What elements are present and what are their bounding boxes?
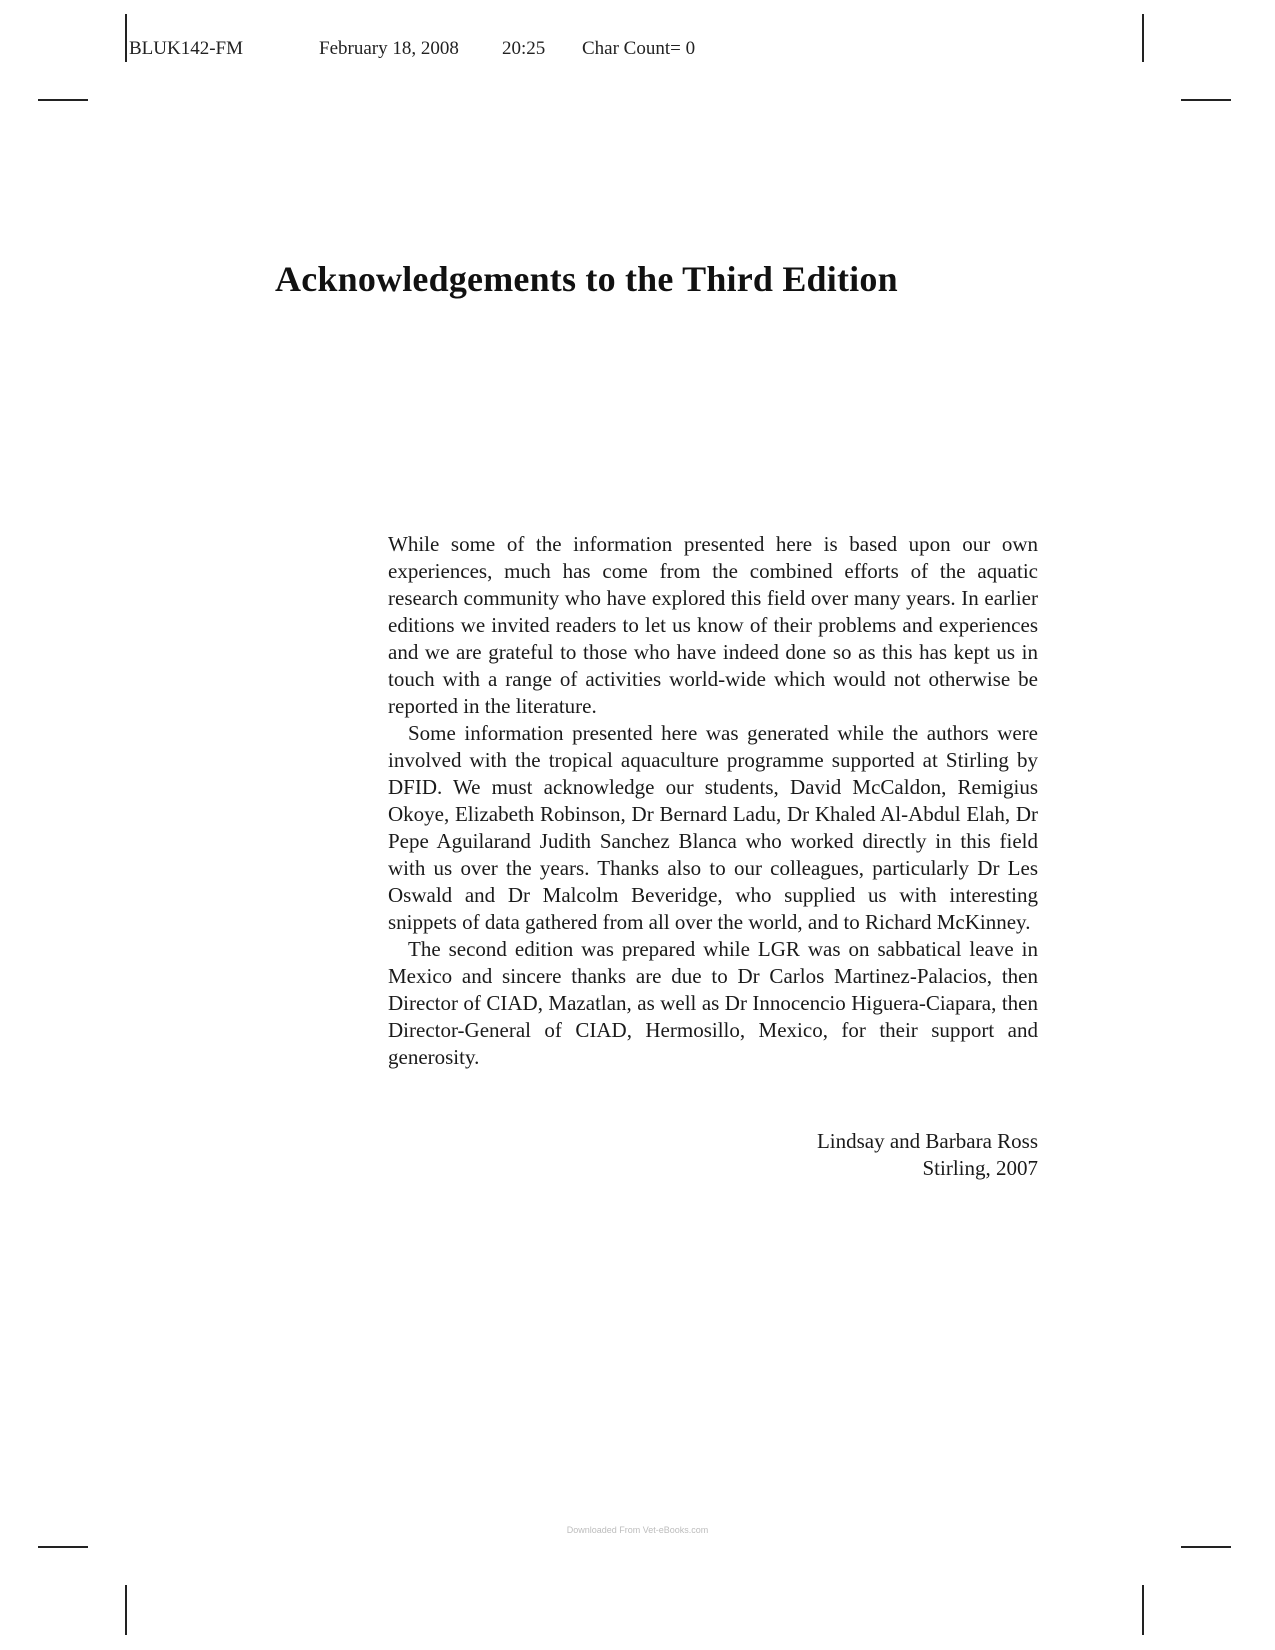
job-code: BLUK142-FM xyxy=(129,38,244,59)
crop-mark-top-right-vertical xyxy=(1142,14,1144,62)
signature-names: Lindsay and Barbara Ross xyxy=(816,1129,1038,1153)
crop-mark-top-right-horizontal xyxy=(1181,99,1231,101)
signature-place-year: Stirling, 2007 xyxy=(922,1156,1038,1180)
crop-mark-bottom-left-vertical xyxy=(125,1585,127,1635)
page-title: Acknowledgements to the Third Edition xyxy=(275,259,898,299)
slug-date: February 18, 2008 xyxy=(319,38,459,59)
download-watermark: Downloaded From Vet-eBooks.com xyxy=(566,1525,709,1535)
crop-mark-bottom-right-horizontal xyxy=(1181,1546,1231,1548)
paragraph-1: While some of the information presented here is based upon our own experiences, much has come from the combined efforts of the aquatic research community who have explored this field over many years. In earlier editions we invited readers to let us know of their problems and experiences and we are grateful to those who have indeed done so as this has kept us in touch with a range of activities world-wide which would not otherwise be reported in the literature. xyxy=(388,532,1038,718)
crop-mark-bottom-right-vertical xyxy=(1142,1585,1144,1635)
slug-char-count: Char Count= 0 xyxy=(582,38,696,59)
signature-block xyxy=(640,1128,1038,1182)
crop-mark-top-left-vertical xyxy=(125,14,127,62)
paragraph-2: Some information presented here was generated while the authors were involved with the tropical aquaculture programme supported at Stirling by DFID. We must acknowledge our students, David McCaldon, Remigius Okoye, Elizabeth Robinson, Dr Bernard Ladu, Dr Khaled Al-Abdul Elah, Dr Pepe Aguilarand Judith Sanchez Blanca who worked directly in this field with us over the years. Thanks also to our colleagues, particularly Dr Les Oswald and Dr Malcolm Beveridge, who supplied us with interesting snippets of data gathered from all over the world, and to Richard McKinney. xyxy=(388,721,1038,934)
crop-mark-top-left-horizontal xyxy=(38,99,88,101)
acknowledgements-body xyxy=(388,531,1038,1071)
crop-mark-bottom-left-horizontal xyxy=(38,1546,88,1548)
paragraph-3: The second edition was prepared while LGR was on sabbatical leave in Mexico and sincere thanks are due to Dr Carlos Martinez-Palacios, then Director of CIAD, Mazatlan, as well as Dr Innocencio Higuera-Ciapara, then Director-General of CIAD, Hermosillo, Mexico, for their support and generosity. xyxy=(388,937,1038,1069)
slug-time: 20:25 xyxy=(502,38,546,59)
